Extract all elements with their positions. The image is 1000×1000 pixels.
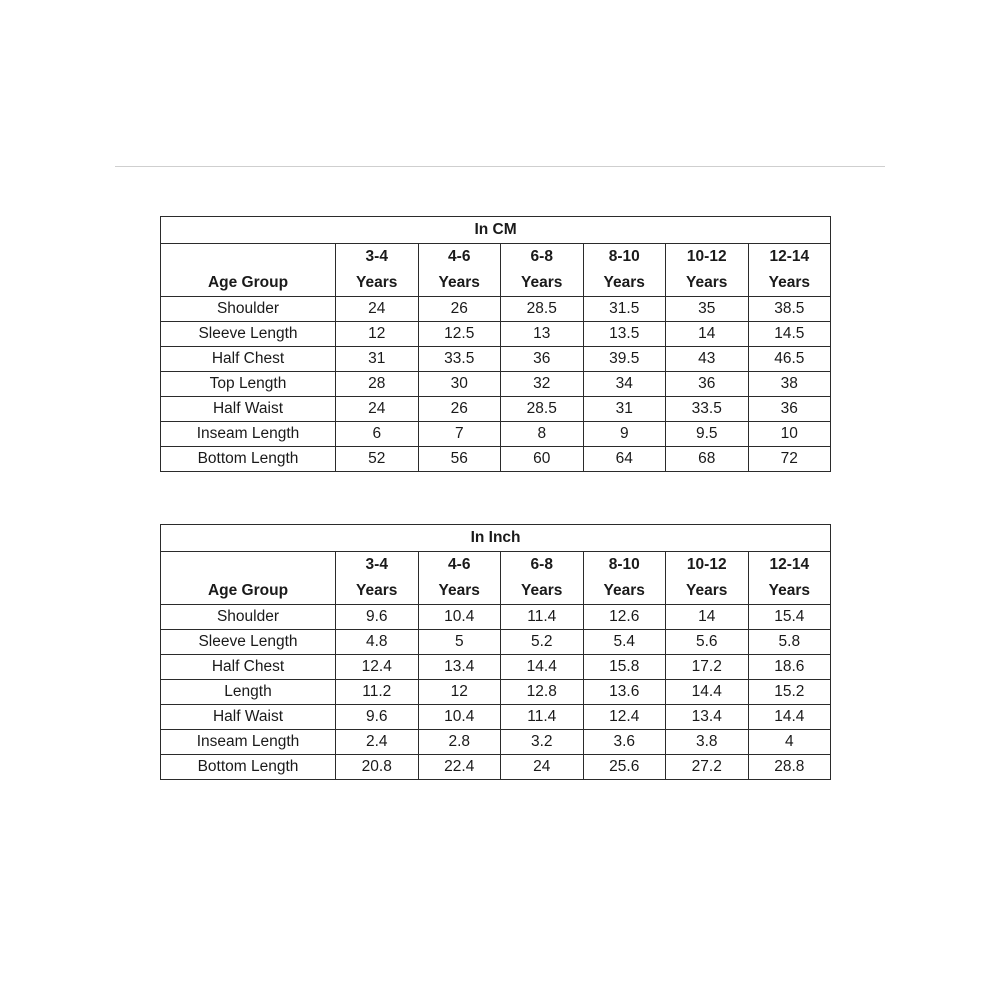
measurement-value: 12.4 bbox=[583, 705, 666, 730]
measurement-value: 11.2 bbox=[336, 680, 419, 705]
measurement-value: 17.2 bbox=[666, 655, 749, 680]
measurement-value: 13.5 bbox=[583, 322, 666, 347]
measurement-value: 9.5 bbox=[666, 422, 749, 447]
measurement-value: 14.4 bbox=[501, 655, 584, 680]
measurement-value: 33.5 bbox=[418, 347, 501, 372]
measurement-value: 39.5 bbox=[583, 347, 666, 372]
age-unit: Years bbox=[356, 274, 398, 291]
measurement-label: Half Chest bbox=[161, 655, 336, 680]
measurement-label: Top Length bbox=[161, 372, 336, 397]
measurement-value: 26 bbox=[418, 297, 501, 322]
measurement-value: 12.4 bbox=[336, 655, 419, 680]
measurement-value: 3.6 bbox=[583, 730, 666, 755]
measurement-value: 36 bbox=[501, 347, 584, 372]
measurement-value: 31.5 bbox=[583, 297, 666, 322]
measurement-value: 9.6 bbox=[336, 705, 419, 730]
measurement-value: 14 bbox=[666, 605, 749, 630]
table-row bbox=[161, 397, 831, 422]
age-range: 6-8 bbox=[530, 248, 553, 265]
age-range: 4-6 bbox=[448, 556, 471, 573]
table-row bbox=[161, 372, 831, 397]
age-column-header bbox=[336, 552, 419, 605]
table-row bbox=[161, 297, 831, 322]
age-column-header bbox=[748, 552, 831, 605]
age-unit: Years bbox=[438, 274, 480, 291]
measurement-label: Shoulder bbox=[161, 297, 336, 322]
measurement-label: Bottom Length bbox=[161, 755, 336, 780]
table-row bbox=[161, 705, 831, 730]
age-column-header bbox=[583, 244, 666, 297]
measurement-value: 11.4 bbox=[501, 705, 584, 730]
measurement-label: Bottom Length bbox=[161, 447, 336, 472]
measurement-label: Inseam Length bbox=[161, 730, 336, 755]
header-row bbox=[161, 244, 831, 297]
measurement-value: 14 bbox=[666, 322, 749, 347]
measurement-value: 64 bbox=[583, 447, 666, 472]
measurement-value: 72 bbox=[748, 447, 831, 472]
measurement-value: 5.4 bbox=[583, 630, 666, 655]
measurement-value: 13 bbox=[501, 322, 584, 347]
age-unit: Years bbox=[521, 274, 563, 291]
table-row bbox=[161, 755, 831, 780]
measurement-value: 60 bbox=[501, 447, 584, 472]
measurement-value: 24 bbox=[336, 297, 419, 322]
measurement-value: 2.4 bbox=[336, 730, 419, 755]
age-range: 4-6 bbox=[448, 248, 471, 265]
measurement-value: 52 bbox=[336, 447, 419, 472]
measurement-value: 33.5 bbox=[666, 397, 749, 422]
age-unit: Years bbox=[603, 582, 645, 599]
measurement-value: 31 bbox=[583, 397, 666, 422]
measurement-value: 5.8 bbox=[748, 630, 831, 655]
measurement-value: 6 bbox=[336, 422, 419, 447]
measurement-value: 24 bbox=[336, 397, 419, 422]
table-body bbox=[161, 605, 831, 780]
measurement-value: 7 bbox=[418, 422, 501, 447]
measurement-value: 20.8 bbox=[336, 755, 419, 780]
age-unit: Years bbox=[521, 582, 563, 599]
age-range: 10-12 bbox=[686, 556, 727, 573]
measurement-label: Length bbox=[161, 680, 336, 705]
measurement-label: Half Waist bbox=[161, 705, 336, 730]
age-column-header bbox=[418, 244, 501, 297]
table-row bbox=[161, 730, 831, 755]
age-range: 10-12 bbox=[686, 248, 727, 265]
table-row bbox=[161, 680, 831, 705]
age-group-header: Age Group bbox=[161, 244, 336, 297]
table-title-row bbox=[161, 525, 831, 552]
measurement-value: 68 bbox=[666, 447, 749, 472]
age-column-header bbox=[418, 552, 501, 605]
age-column-header bbox=[501, 244, 584, 297]
measurement-value: 14.5 bbox=[748, 322, 831, 347]
table-row bbox=[161, 422, 831, 447]
measurement-label: Shoulder bbox=[161, 605, 336, 630]
table-body bbox=[161, 297, 831, 472]
age-unit: Years bbox=[686, 274, 728, 291]
age-column-header bbox=[666, 552, 749, 605]
measurement-value: 28.5 bbox=[501, 397, 584, 422]
measurement-value: 31 bbox=[336, 347, 419, 372]
measurement-value: 13.6 bbox=[583, 680, 666, 705]
age-unit: Years bbox=[438, 582, 480, 599]
measurement-value: 36 bbox=[748, 397, 831, 422]
measurement-value: 5 bbox=[418, 630, 501, 655]
age-column-header bbox=[666, 244, 749, 297]
measurement-value: 3.8 bbox=[666, 730, 749, 755]
table-row bbox=[161, 347, 831, 372]
age-unit: Years bbox=[768, 582, 810, 599]
measurement-value: 27.2 bbox=[666, 755, 749, 780]
table-row bbox=[161, 605, 831, 630]
measurement-value: 56 bbox=[418, 447, 501, 472]
measurement-value: 9 bbox=[583, 422, 666, 447]
table-row bbox=[161, 630, 831, 655]
measurement-value: 12.5 bbox=[418, 322, 501, 347]
measurement-value: 43 bbox=[666, 347, 749, 372]
table-title-row bbox=[161, 217, 831, 244]
measurement-value: 4 bbox=[748, 730, 831, 755]
measurement-value: 14.4 bbox=[748, 705, 831, 730]
age-unit: Years bbox=[686, 582, 728, 599]
size-chart-cm bbox=[160, 216, 831, 472]
measurement-value: 18.6 bbox=[748, 655, 831, 680]
measurement-value: 38.5 bbox=[748, 297, 831, 322]
divider-line bbox=[115, 166, 885, 167]
measurement-value: 46.5 bbox=[748, 347, 831, 372]
measurement-label: Sleeve Length bbox=[161, 630, 336, 655]
age-range: 3-4 bbox=[365, 556, 388, 573]
measurement-value: 10 bbox=[748, 422, 831, 447]
age-column-header bbox=[583, 552, 666, 605]
measurement-value: 4.8 bbox=[336, 630, 419, 655]
measurement-value: 10.4 bbox=[418, 705, 501, 730]
measurement-value: 8 bbox=[501, 422, 584, 447]
measurement-value: 13.4 bbox=[666, 705, 749, 730]
measurement-value: 13.4 bbox=[418, 655, 501, 680]
age-range: 6-8 bbox=[530, 556, 553, 573]
age-unit: Years bbox=[603, 274, 645, 291]
measurement-label: Half Waist bbox=[161, 397, 336, 422]
measurement-value: 26 bbox=[418, 397, 501, 422]
measurement-value: 36 bbox=[666, 372, 749, 397]
age-column-header bbox=[501, 552, 584, 605]
table-title: In Inch bbox=[161, 525, 831, 552]
measurement-value: 5.2 bbox=[501, 630, 584, 655]
age-range: 12-14 bbox=[769, 248, 810, 265]
measurement-value: 12.8 bbox=[501, 680, 584, 705]
table-title: In CM bbox=[161, 217, 831, 244]
table-row bbox=[161, 655, 831, 680]
measurement-value: 11.4 bbox=[501, 605, 584, 630]
measurement-value: 28.5 bbox=[501, 297, 584, 322]
measurement-value: 32 bbox=[501, 372, 584, 397]
measurement-value: 25.6 bbox=[583, 755, 666, 780]
measurement-value: 10.4 bbox=[418, 605, 501, 630]
header-row bbox=[161, 552, 831, 605]
age-unit: Years bbox=[356, 582, 398, 599]
age-column-header bbox=[748, 244, 831, 297]
measurement-value: 15.2 bbox=[748, 680, 831, 705]
measurement-value: 15.4 bbox=[748, 605, 831, 630]
measurement-value: 12.6 bbox=[583, 605, 666, 630]
measurement-value: 38 bbox=[748, 372, 831, 397]
measurement-value: 35 bbox=[666, 297, 749, 322]
measurement-value: 15.8 bbox=[583, 655, 666, 680]
size-chart-inch bbox=[160, 524, 831, 780]
measurement-label: Inseam Length bbox=[161, 422, 336, 447]
measurement-value: 22.4 bbox=[418, 755, 501, 780]
measurement-value: 28 bbox=[336, 372, 419, 397]
measurement-value: 3.2 bbox=[501, 730, 584, 755]
measurement-value: 12 bbox=[418, 680, 501, 705]
measurement-value: 30 bbox=[418, 372, 501, 397]
measurement-value: 9.6 bbox=[336, 605, 419, 630]
measurement-value: 24 bbox=[501, 755, 584, 780]
age-range: 3-4 bbox=[365, 248, 388, 265]
age-range: 8-10 bbox=[608, 556, 640, 573]
age-range: 8-10 bbox=[608, 248, 640, 265]
age-unit: Years bbox=[768, 274, 810, 291]
measurement-label: Sleeve Length bbox=[161, 322, 336, 347]
measurement-value: 34 bbox=[583, 372, 666, 397]
measurement-value: 12 bbox=[336, 322, 419, 347]
measurement-value: 5.6 bbox=[666, 630, 749, 655]
table-row bbox=[161, 447, 831, 472]
measurement-label: Half Chest bbox=[161, 347, 336, 372]
age-range: 12-14 bbox=[769, 556, 810, 573]
measurement-value: 2.8 bbox=[418, 730, 501, 755]
measurement-value: 14.4 bbox=[666, 680, 749, 705]
age-group-header: Age Group bbox=[161, 552, 336, 605]
age-column-header bbox=[336, 244, 419, 297]
measurement-value: 28.8 bbox=[748, 755, 831, 780]
table-row bbox=[161, 322, 831, 347]
